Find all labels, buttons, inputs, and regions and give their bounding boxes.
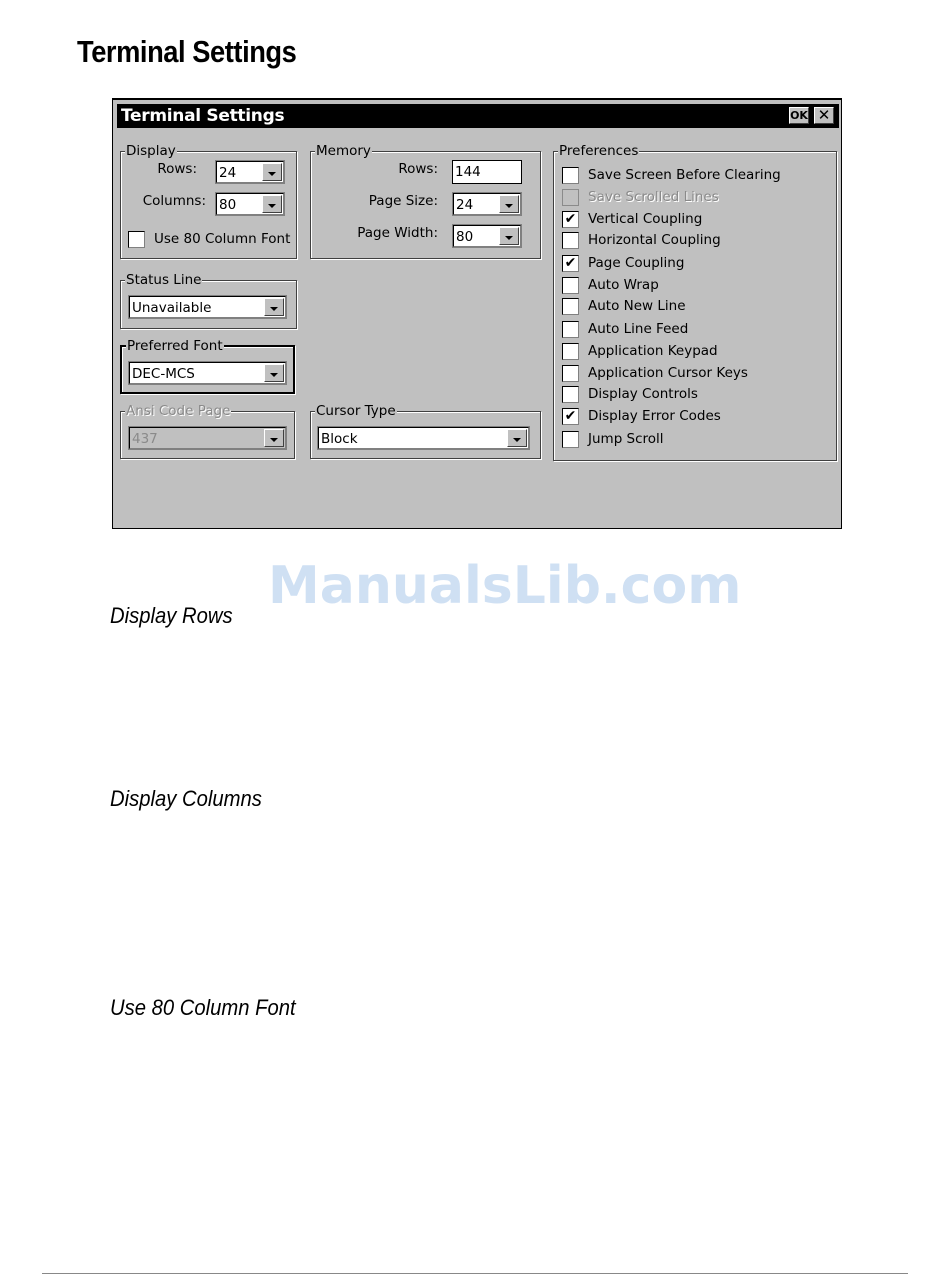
display-columns-value: 80: [219, 197, 237, 213]
ansi-code-page-select[interactable]: [128, 426, 287, 450]
caption-display-rows: Display Rows: [110, 603, 233, 628]
chevron-down-icon[interactable]: [264, 298, 284, 316]
checkbox-box: [562, 189, 579, 206]
checkbox-box[interactable]: [562, 386, 579, 403]
preferred-font-value: DEC-MCS: [132, 366, 195, 382]
preference-checkbox[interactable]: [562, 386, 827, 406]
cursor-type-group: [310, 403, 541, 459]
page-heading: Terminal Settings: [77, 34, 297, 69]
preference-checkbox[interactable]: [562, 255, 827, 275]
preferences-legend: Preferences: [559, 143, 639, 159]
preference-label: Auto New Line: [588, 298, 686, 314]
caption-use-80-column-font: Use 80 Column Font: [110, 995, 296, 1020]
checkbox-box[interactable]: [562, 343, 579, 360]
display-columns-label: Columns:: [142, 193, 206, 209]
preference-label: Vertical Coupling: [588, 211, 703, 227]
ansi-code-page-value: 437: [132, 431, 158, 447]
chevron-down-icon[interactable]: [264, 429, 284, 447]
page-size-select[interactable]: [452, 192, 522, 216]
preferred-font-group: [120, 338, 295, 394]
cursor-type-select[interactable]: [317, 426, 530, 450]
page-size-label: Page Size:: [368, 193, 438, 209]
preference-checkbox: [562, 189, 827, 209]
checkbox-box[interactable]: [562, 321, 579, 338]
preference-label: Save Screen Before Clearing: [588, 167, 781, 183]
terminal-settings-dialog: [112, 98, 842, 529]
footer-divider: [42, 1273, 908, 1274]
checkbox-box[interactable]: [562, 232, 579, 249]
checkbox-box[interactable]: [562, 365, 579, 382]
page-size-value: 24: [456, 197, 474, 213]
preference-checkbox[interactable]: [562, 408, 827, 428]
status-line-legend: Status Line: [126, 272, 202, 288]
chevron-down-icon[interactable]: [499, 227, 519, 245]
display-legend: Display: [126, 143, 176, 159]
preference-checkbox[interactable]: [562, 298, 827, 318]
ansi-code-page-group: [120, 403, 295, 459]
memory-rows-value: 144: [455, 164, 481, 180]
page-width-select[interactable]: [452, 224, 522, 248]
display-columns-select[interactable]: [215, 192, 285, 216]
preference-label: Display Error Codes: [588, 408, 721, 424]
watermark: ManualsLib.com: [268, 556, 742, 616]
ok-button[interactable]: OK: [790, 109, 808, 122]
checkmark-icon[interactable]: ✔: [562, 255, 579, 272]
preference-checkbox[interactable]: [562, 211, 827, 231]
preference-checkbox[interactable]: [562, 232, 827, 252]
preference-checkbox[interactable]: [562, 365, 827, 385]
display-group: [120, 143, 297, 259]
display-rows-label: Rows:: [157, 161, 197, 177]
page-width-value: 80: [456, 229, 474, 245]
chevron-down-icon[interactable]: [264, 364, 284, 382]
close-icon[interactable]: ✕: [814, 107, 834, 124]
preference-label: Auto Wrap: [588, 277, 659, 293]
chevron-down-icon[interactable]: [507, 429, 527, 447]
preference-checkbox[interactable]: [562, 167, 827, 187]
page-width-label: Page Width:: [357, 225, 438, 241]
caption-display-columns: Display Columns: [110, 786, 262, 811]
display-rows-value: 24: [219, 165, 237, 181]
checkbox-box[interactable]: [128, 231, 145, 248]
memory-legend: Memory: [316, 143, 371, 159]
chevron-down-icon[interactable]: [499, 195, 519, 213]
preference-checkbox[interactable]: [562, 277, 827, 297]
use-80-column-font-checkbox[interactable]: [128, 231, 293, 251]
checkbox-box[interactable]: [562, 431, 579, 448]
cursor-type-value: Block: [321, 431, 358, 447]
display-rows-select[interactable]: [215, 160, 285, 184]
dialog-titlebar: [117, 104, 839, 128]
dialog-title: Terminal Settings: [121, 106, 285, 126]
checkbox-box[interactable]: [562, 298, 579, 315]
status-line-value: Unavailable: [132, 300, 212, 316]
preferred-font-select[interactable]: [128, 361, 287, 385]
checkbox-box[interactable]: [562, 167, 579, 184]
preference-label: Application Cursor Keys: [588, 365, 748, 381]
checkmark-icon[interactable]: ✔: [562, 408, 579, 425]
checkmark-icon[interactable]: ✔: [562, 211, 579, 228]
preference-label: Application Keypad: [588, 343, 718, 359]
preference-label: Page Coupling: [588, 255, 685, 271]
preferences-group: [553, 143, 837, 461]
preference-checkbox[interactable]: [562, 431, 827, 451]
status-line-group: [120, 272, 297, 329]
preference-label: Save Scrolled Lines: [588, 189, 719, 205]
memory-rows-input[interactable]: [452, 160, 522, 184]
preference-label: Display Controls: [588, 386, 698, 402]
chevron-down-icon[interactable]: [262, 163, 282, 181]
chevron-down-icon[interactable]: [262, 195, 282, 213]
memory-group: [310, 143, 541, 259]
preference-checkbox[interactable]: [562, 343, 827, 363]
preference-checkbox[interactable]: [562, 321, 827, 341]
preference-label: Auto Line Feed: [588, 321, 689, 337]
cursor-type-legend: Cursor Type: [316, 403, 396, 419]
ansi-code-page-legend: Ansi Code Page: [126, 403, 231, 419]
memory-rows-label: Rows:: [398, 161, 438, 177]
preference-label: Horizontal Coupling: [588, 232, 721, 248]
use-80-column-font-label: Use 80 Column Font: [154, 231, 291, 247]
preferred-font-legend: Preferred Font: [127, 338, 223, 354]
checkbox-box[interactable]: [562, 277, 579, 294]
status-line-select[interactable]: [128, 295, 287, 319]
preference-label: Jump Scroll: [588, 431, 664, 447]
